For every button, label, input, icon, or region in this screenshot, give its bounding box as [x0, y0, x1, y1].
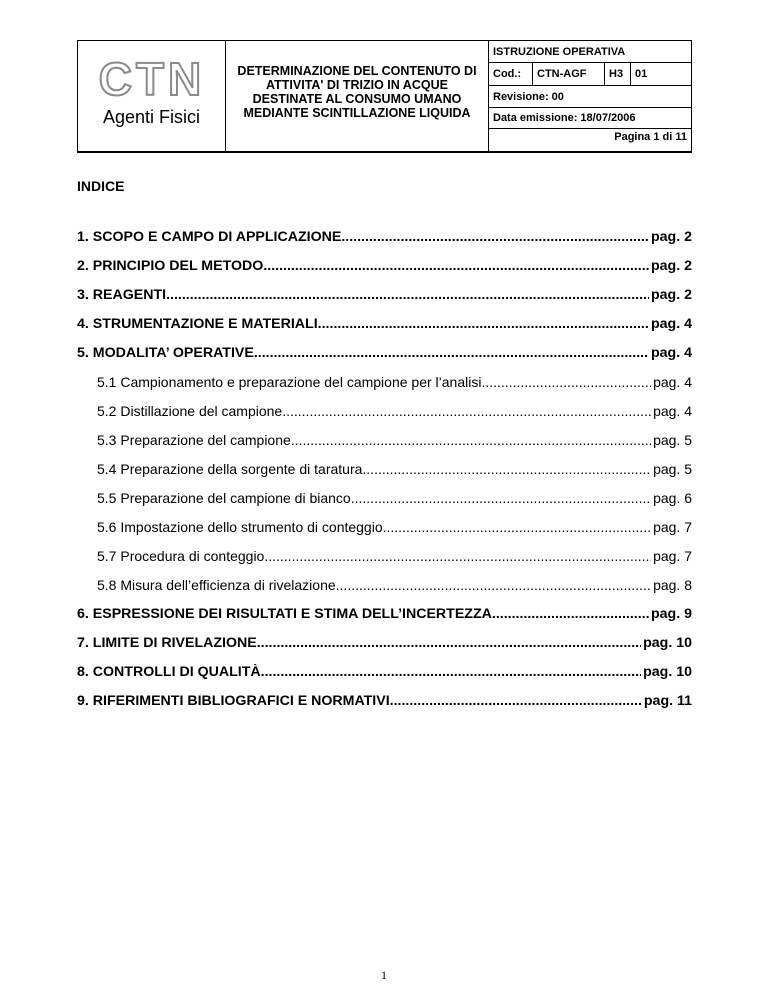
toc-entry-page: pag. 10: [643, 664, 692, 680]
toc-entry-label: 1. SCOPO E CAMPO DI APPLICAZIONE: [77, 229, 342, 245]
toc-entry[interactable]: [77, 345, 692, 361]
toc-entry-label: 5.8 Misura dell’efficienza di rivelazione: [97, 577, 336, 593]
toc-entry[interactable]: [97, 548, 692, 564]
toc-entry-label: 9. RIFERIMENTI BIBLIOGRAFICI E NORMATIVI: [77, 693, 390, 709]
toc-entry-label: 6. ESPRESSIONE DEI RISULTATI E STIMA DELL’INCERTEZZA: [77, 606, 492, 622]
toc-leader-dots: [261, 664, 641, 680]
toc-entry[interactable]: [97, 403, 692, 419]
toc-leader-dots: [481, 374, 651, 390]
toc-entry[interactable]: [97, 461, 692, 477]
toc-entry-label: 7. LIMITE DI RIVELAZIONE: [77, 635, 257, 651]
doc-code-row: [489, 63, 691, 86]
toc-entry-label: 5.6 Impostazione dello strumento di conteggio: [97, 519, 383, 535]
toc-entry-label: 5.3 Preparazione del campione: [97, 432, 291, 448]
cod-num: 01: [635, 68, 648, 80]
toc-entry-page: pag. 10: [643, 635, 692, 651]
toc-entry[interactable]: [77, 635, 692, 651]
toc-entry[interactable]: [97, 577, 692, 593]
toc-entry-page: pag. 2: [651, 258, 692, 274]
toc-entry-label: 8. CONTROLLI DI QUALITÀ: [77, 664, 261, 680]
toc-leader-dots: [341, 229, 649, 245]
document-title: DETERMINAZIONE DEL CONTENUTO DI ATTIVITA' DI TRIZIO IN ACQUE DESTINATE AL CONSUMO UMANO MEDIANTE SCINTILLAZIONE LIQUIDA: [226, 41, 489, 151]
toc-entry-page: pag. 4: [651, 316, 692, 332]
toc-leader-dots: [264, 548, 651, 564]
toc-entry-page: pag. 2: [651, 229, 692, 245]
toc-entry-page: pag. 7: [653, 519, 692, 535]
toc-entry-label: 5.1 Campionamento e preparazione del campione per l’analisi: [97, 374, 482, 390]
toc-entry-label: 5.5 Preparazione del campione di bianco: [97, 490, 351, 506]
toc-entry[interactable]: [77, 316, 692, 332]
toc-entry[interactable]: [97, 432, 692, 448]
page-counter: Pagina 1 di 11: [614, 131, 687, 143]
toc-leader-dots: [351, 490, 651, 506]
toc-entry-label: 5.2 Distillazione del campione: [97, 403, 283, 419]
cod-value: CTN-AGF: [533, 63, 605, 85]
index-title: INDICE: [77, 178, 125, 194]
toc-entry[interactable]: [77, 258, 692, 274]
svg-text:CTN: CTN: [98, 57, 205, 101]
toc-entry[interactable]: [77, 664, 692, 680]
toc-entry[interactable]: [77, 693, 692, 709]
toc-entry-label: 4. STRUMENTAZIONE E MATERIALI: [77, 316, 318, 332]
toc-leader-dots: [254, 345, 649, 361]
toc-entry-label: 5. MODALITA’ OPERATIVE: [77, 345, 254, 361]
toc-entry[interactable]: [77, 606, 692, 622]
toc-entry-page: pag. 4: [653, 403, 692, 419]
toc-entry-page: pag. 7: [653, 548, 692, 564]
toc-entry-page: pag. 5: [653, 432, 692, 448]
toc-entry-page: pag. 8: [653, 577, 692, 593]
toc-entry-label: 2. PRINCIPIO DEL METODO: [77, 258, 264, 274]
toc-entry-label: 3. REAGENTI: [77, 287, 167, 303]
toc-entry-label: 5.4 Preparazione della sorgente di taratura: [97, 461, 363, 477]
toc-leader-dots: [257, 635, 641, 651]
toc-leader-dots: [282, 403, 651, 419]
toc-leader-dots: [492, 606, 649, 622]
toc-entry[interactable]: [97, 490, 692, 506]
toc-leader-dots: [390, 693, 642, 709]
toc-entry[interactable]: [77, 287, 692, 303]
cod-h: H3: [605, 63, 631, 85]
toc-entry-page: pag. 2: [651, 287, 692, 303]
toc-leader-dots: [318, 316, 649, 332]
logo-subtitle: Agenti Fisici: [102, 107, 201, 127]
page-number: 1: [381, 968, 387, 982]
toc-leader-dots: [383, 519, 651, 535]
issue-date: Data emissione: 18/07/2006: [489, 108, 691, 129]
document-info: [489, 41, 691, 151]
document-header: [77, 40, 692, 153]
toc-entry-page: pag. 4: [651, 345, 692, 361]
toc-leader-dots: [166, 287, 649, 303]
toc-entry-page: pag. 11: [643, 693, 692, 709]
cod-label: Cod.:: [489, 63, 533, 85]
toc-entry[interactable]: [97, 519, 692, 535]
toc-entry-label: 5.7 Procedura di conteggio: [97, 548, 265, 564]
toc-entry-page: pag. 4: [653, 374, 692, 390]
toc-leader-dots: [362, 461, 651, 477]
toc-entry-page: pag. 5: [653, 461, 692, 477]
toc-leader-dots: [263, 258, 649, 274]
toc-entry-page: pag. 9: [651, 606, 692, 622]
toc-leader-dots: [291, 432, 651, 448]
revision: Revisione: 00: [489, 86, 691, 108]
ctn-logo: [88, 57, 216, 101]
toc-entry[interactable]: [77, 229, 692, 245]
toc-leader-dots: [336, 577, 651, 593]
toc-entry-page: pag. 6: [653, 490, 692, 506]
toc-entry[interactable]: [97, 374, 692, 390]
logo-block: [78, 41, 226, 151]
doc-type: ISTRUZIONE OPERATIVA: [489, 41, 691, 63]
